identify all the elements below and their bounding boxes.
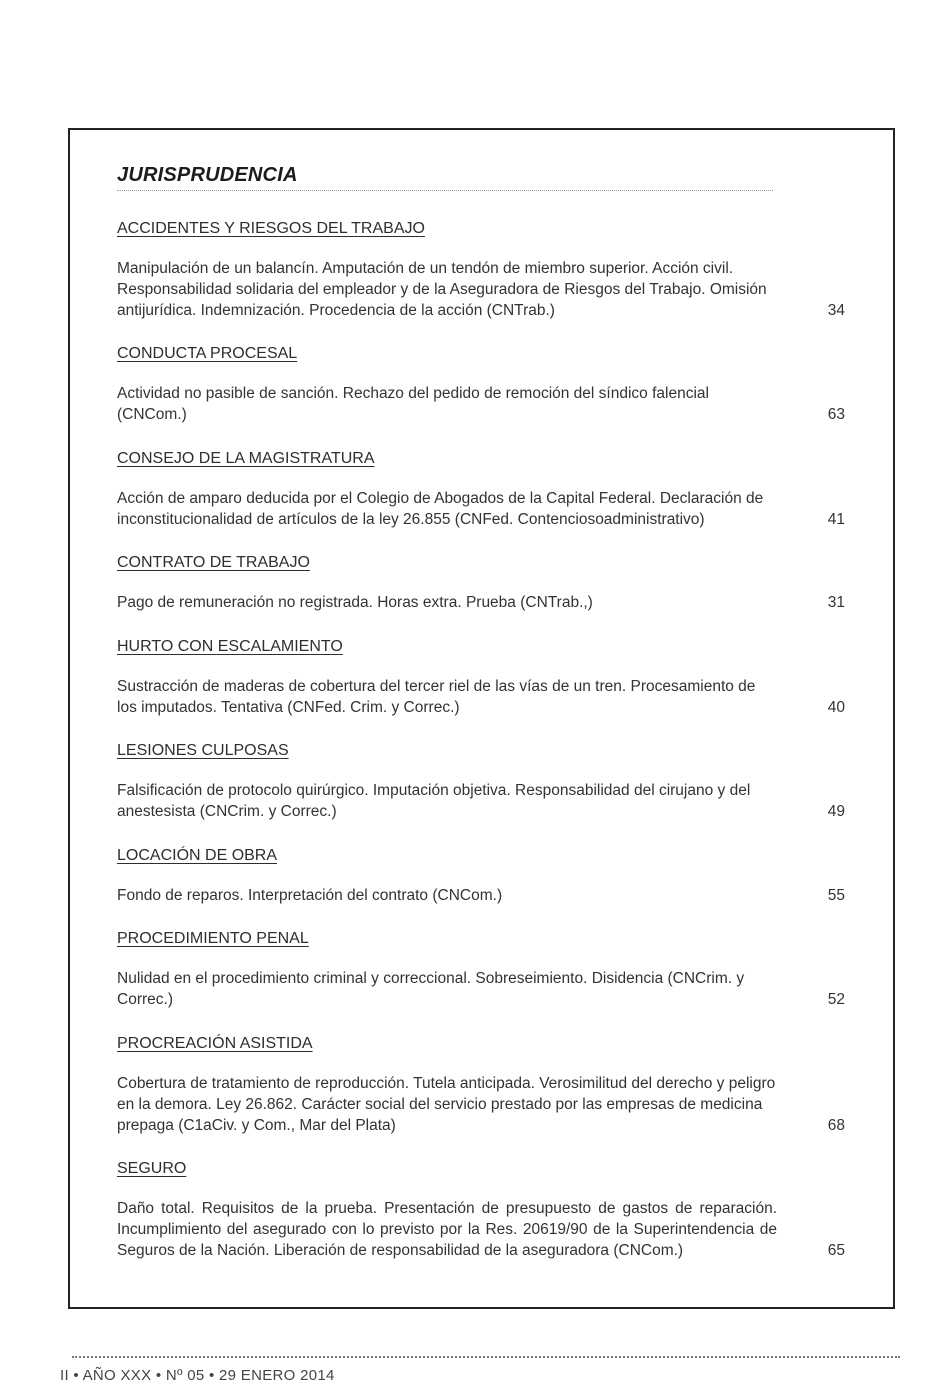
section-title[interactable]: CONTRATO DE TRABAJO: [117, 554, 310, 571]
index-section: [117, 638, 845, 718]
page-number: 52: [827, 991, 845, 1008]
entry-text: Daño total. Requisitos de la prueba. Presentación de presupuesto de gastos de reparación. Incumplimiento del asegurado con lo previsto por la Res. 20619/90 de la Superintendencia de Seguros de la Nación. Liberación de responsabilidad de la aseguradora (CNCom.): [117, 1200, 777, 1259]
heading-divider: [117, 190, 773, 191]
page-number: 68: [827, 1117, 845, 1134]
index-section: [117, 742, 845, 822]
index-section: [117, 1035, 845, 1136]
entry-text: Actividad no pasible de sanción. Rechazo del pedido de remoción del síndico falencial (CNCom.): [117, 385, 709, 423]
index-section: [117, 450, 845, 530]
index-section: [117, 345, 845, 425]
entry-text: Nulidad en el procedimiento criminal y correccional. Sobreseimiento. Disidencia (CNCrim. y Correc.): [117, 970, 745, 1008]
entry-text: Manipulación de un balancín. Amputación de un tendón de miembro superior. Acción civil. Responsabilidad solidaria del empleador y de la Aseguradora de Riesgos del Trabajo. Omisión antijurídica. Indemnización. Procedencia de la acción (CNTrab.): [117, 260, 767, 319]
page-number: 63: [827, 406, 845, 423]
entry-text: Acción de amparo deducida por el Colegio de Abogados de la Capital Federal. Declaración de inconstitucionalidad de artículos de la ley 26.855 (CNFed. Contenciosoadministrativo): [117, 490, 764, 528]
page-number: 55: [827, 887, 845, 904]
entry-text: Cobertura de tratamiento de reproducción. Tutela anticipada. Verosimilitud del derecho y peligro en la demora. Ley 26.862. Carácter social del servicio prestado por las empresas de medicina prepaga (C1aCiv. y Com., Mar del Plata): [117, 1075, 776, 1134]
entry-text: Fondo de reparos. Interpretación del contrato (CNCom.): [117, 887, 503, 904]
entry-text: Falsificación de protocolo quirúrgico. Imputación objetiva. Responsabilidad del cirujano y del anestesista (CNCrim. y Correc.): [117, 782, 751, 820]
index-frame: [68, 128, 895, 1309]
section-heading: JURISPRUDENCIA: [117, 164, 298, 186]
index-section: [117, 1160, 845, 1261]
section-title[interactable]: CONDUCTA PROCESAL: [117, 345, 298, 362]
page-number: 31: [827, 594, 845, 611]
section-title[interactable]: HURTO CON ESCALAMIENTO: [117, 638, 343, 655]
index-section: [117, 220, 845, 321]
section-title[interactable]: CONSEJO DE LA MAGISTRATURA: [117, 450, 375, 467]
entry-text: Sustracción de maderas de cobertura del tercer riel de las vías de un tren. Procesamiento de los imputados. Tentativa (CNFed. Crim. y Correc.): [117, 678, 756, 716]
section-title[interactable]: PROCEDIMIENTO PENAL: [117, 930, 309, 947]
section-title[interactable]: SEGURO: [117, 1160, 187, 1177]
index-entry: [117, 592, 845, 613]
index-entry: [117, 885, 845, 906]
index-entry: [117, 383, 845, 425]
page-number: 65: [827, 1242, 845, 1259]
index-section: [117, 554, 845, 613]
index-section: [117, 847, 845, 906]
section-title[interactable]: LOCACIÓN DE OBRA: [117, 847, 278, 864]
section-title[interactable]: ACCIDENTES Y RIESGOS DEL TRABAJO: [117, 220, 425, 237]
section-title[interactable]: LESIONES CULPOSAS: [117, 742, 289, 759]
page-number: 49: [827, 803, 845, 820]
page-number: 34: [827, 302, 845, 319]
index-entry: [117, 968, 845, 1010]
section-title[interactable]: PROCREACIÓN ASISTIDA: [117, 1035, 313, 1052]
index-entry: [117, 488, 845, 530]
index-entry: [117, 258, 845, 321]
page-number: 40: [827, 699, 845, 716]
index-entry: [117, 780, 845, 822]
index-entry: [117, 676, 845, 718]
entry-text: Pago de remuneración no registrada. Horas extra. Prueba (CNTrab.,): [117, 594, 593, 611]
page-number: 41: [827, 511, 845, 528]
index-entry: [117, 1198, 845, 1261]
index-entry: [117, 1073, 845, 1136]
issue-footer: II • AÑO XXX • Nº 05 • 29 ENERO 2014: [60, 1367, 335, 1384]
footer-divider: [72, 1356, 900, 1358]
index-section: [117, 930, 845, 1010]
